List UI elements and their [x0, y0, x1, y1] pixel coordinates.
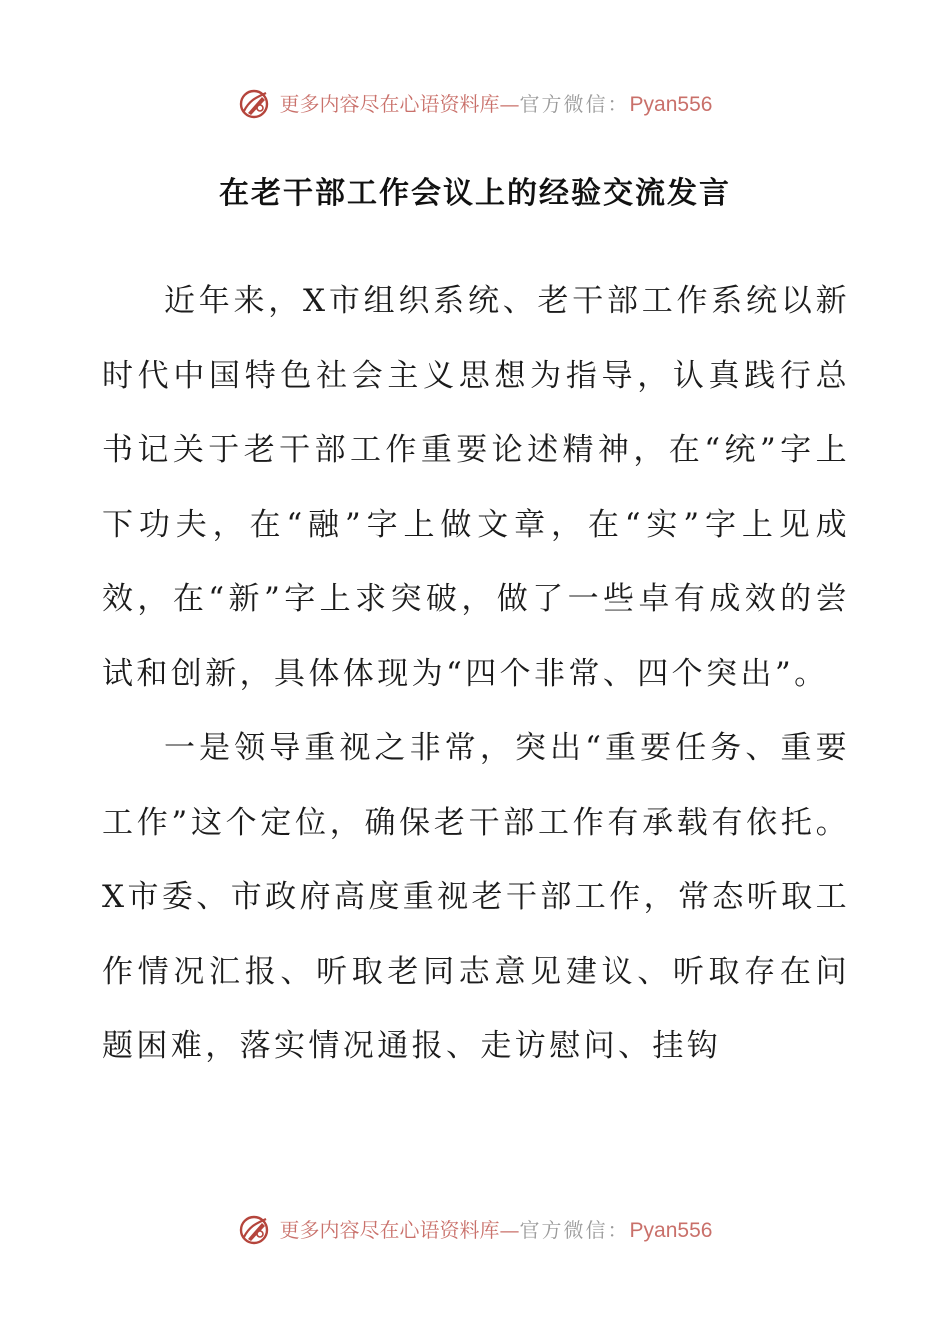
- banner-wechat-id: Pyan556: [629, 92, 713, 116]
- banner-wechat-label: 官方微信：: [519, 1218, 630, 1242]
- banner-site-text: 更多内容尽在心语资料库—: [279, 1218, 520, 1242]
- banner-wechat-label: 官方微信：: [519, 92, 630, 116]
- footer-watermark-banner: [0, 1210, 950, 1250]
- pen-swirl-logo-icon: [238, 87, 272, 121]
- pen-swirl-logo-icon: [238, 1213, 272, 1247]
- banner-wechat-id: Pyan556: [629, 1218, 713, 1242]
- banner-site-text: 更多内容尽在心语资料库—: [279, 92, 520, 116]
- banner-text: [280, 1220, 713, 1241]
- document-title: 在老干部工作会议上的经验交流发言: [219, 176, 731, 211]
- header-watermark-banner: [0, 84, 950, 124]
- paragraph-point-one: 一是领导重视之非常，突出“重要任务、重要工作”这个定位，确保老干部工作有承载有依托。X市委、市政府高度重视老干部工作，常态听取工作情况汇报、听取老同志意见建议、听取存在问题困难，落实情况通报、走访慰问、挂钩: [102, 730, 850, 1064]
- document-body: [102, 264, 850, 1084]
- banner-text: [280, 94, 713, 115]
- paragraph-intro: 近年来，X市组织系统、老干部工作系统以新时代中国特色社会主义思想为指导，认真践行总书记关于老干部工作重要论述精神，在“统”字上下功夫，在“融”字上做文章，在“实”字上见成效，在“新”字上求突破，做了一些卓有成效的尝试和创新，具体体现为“四个非常、四个突出”。: [102, 283, 850, 692]
